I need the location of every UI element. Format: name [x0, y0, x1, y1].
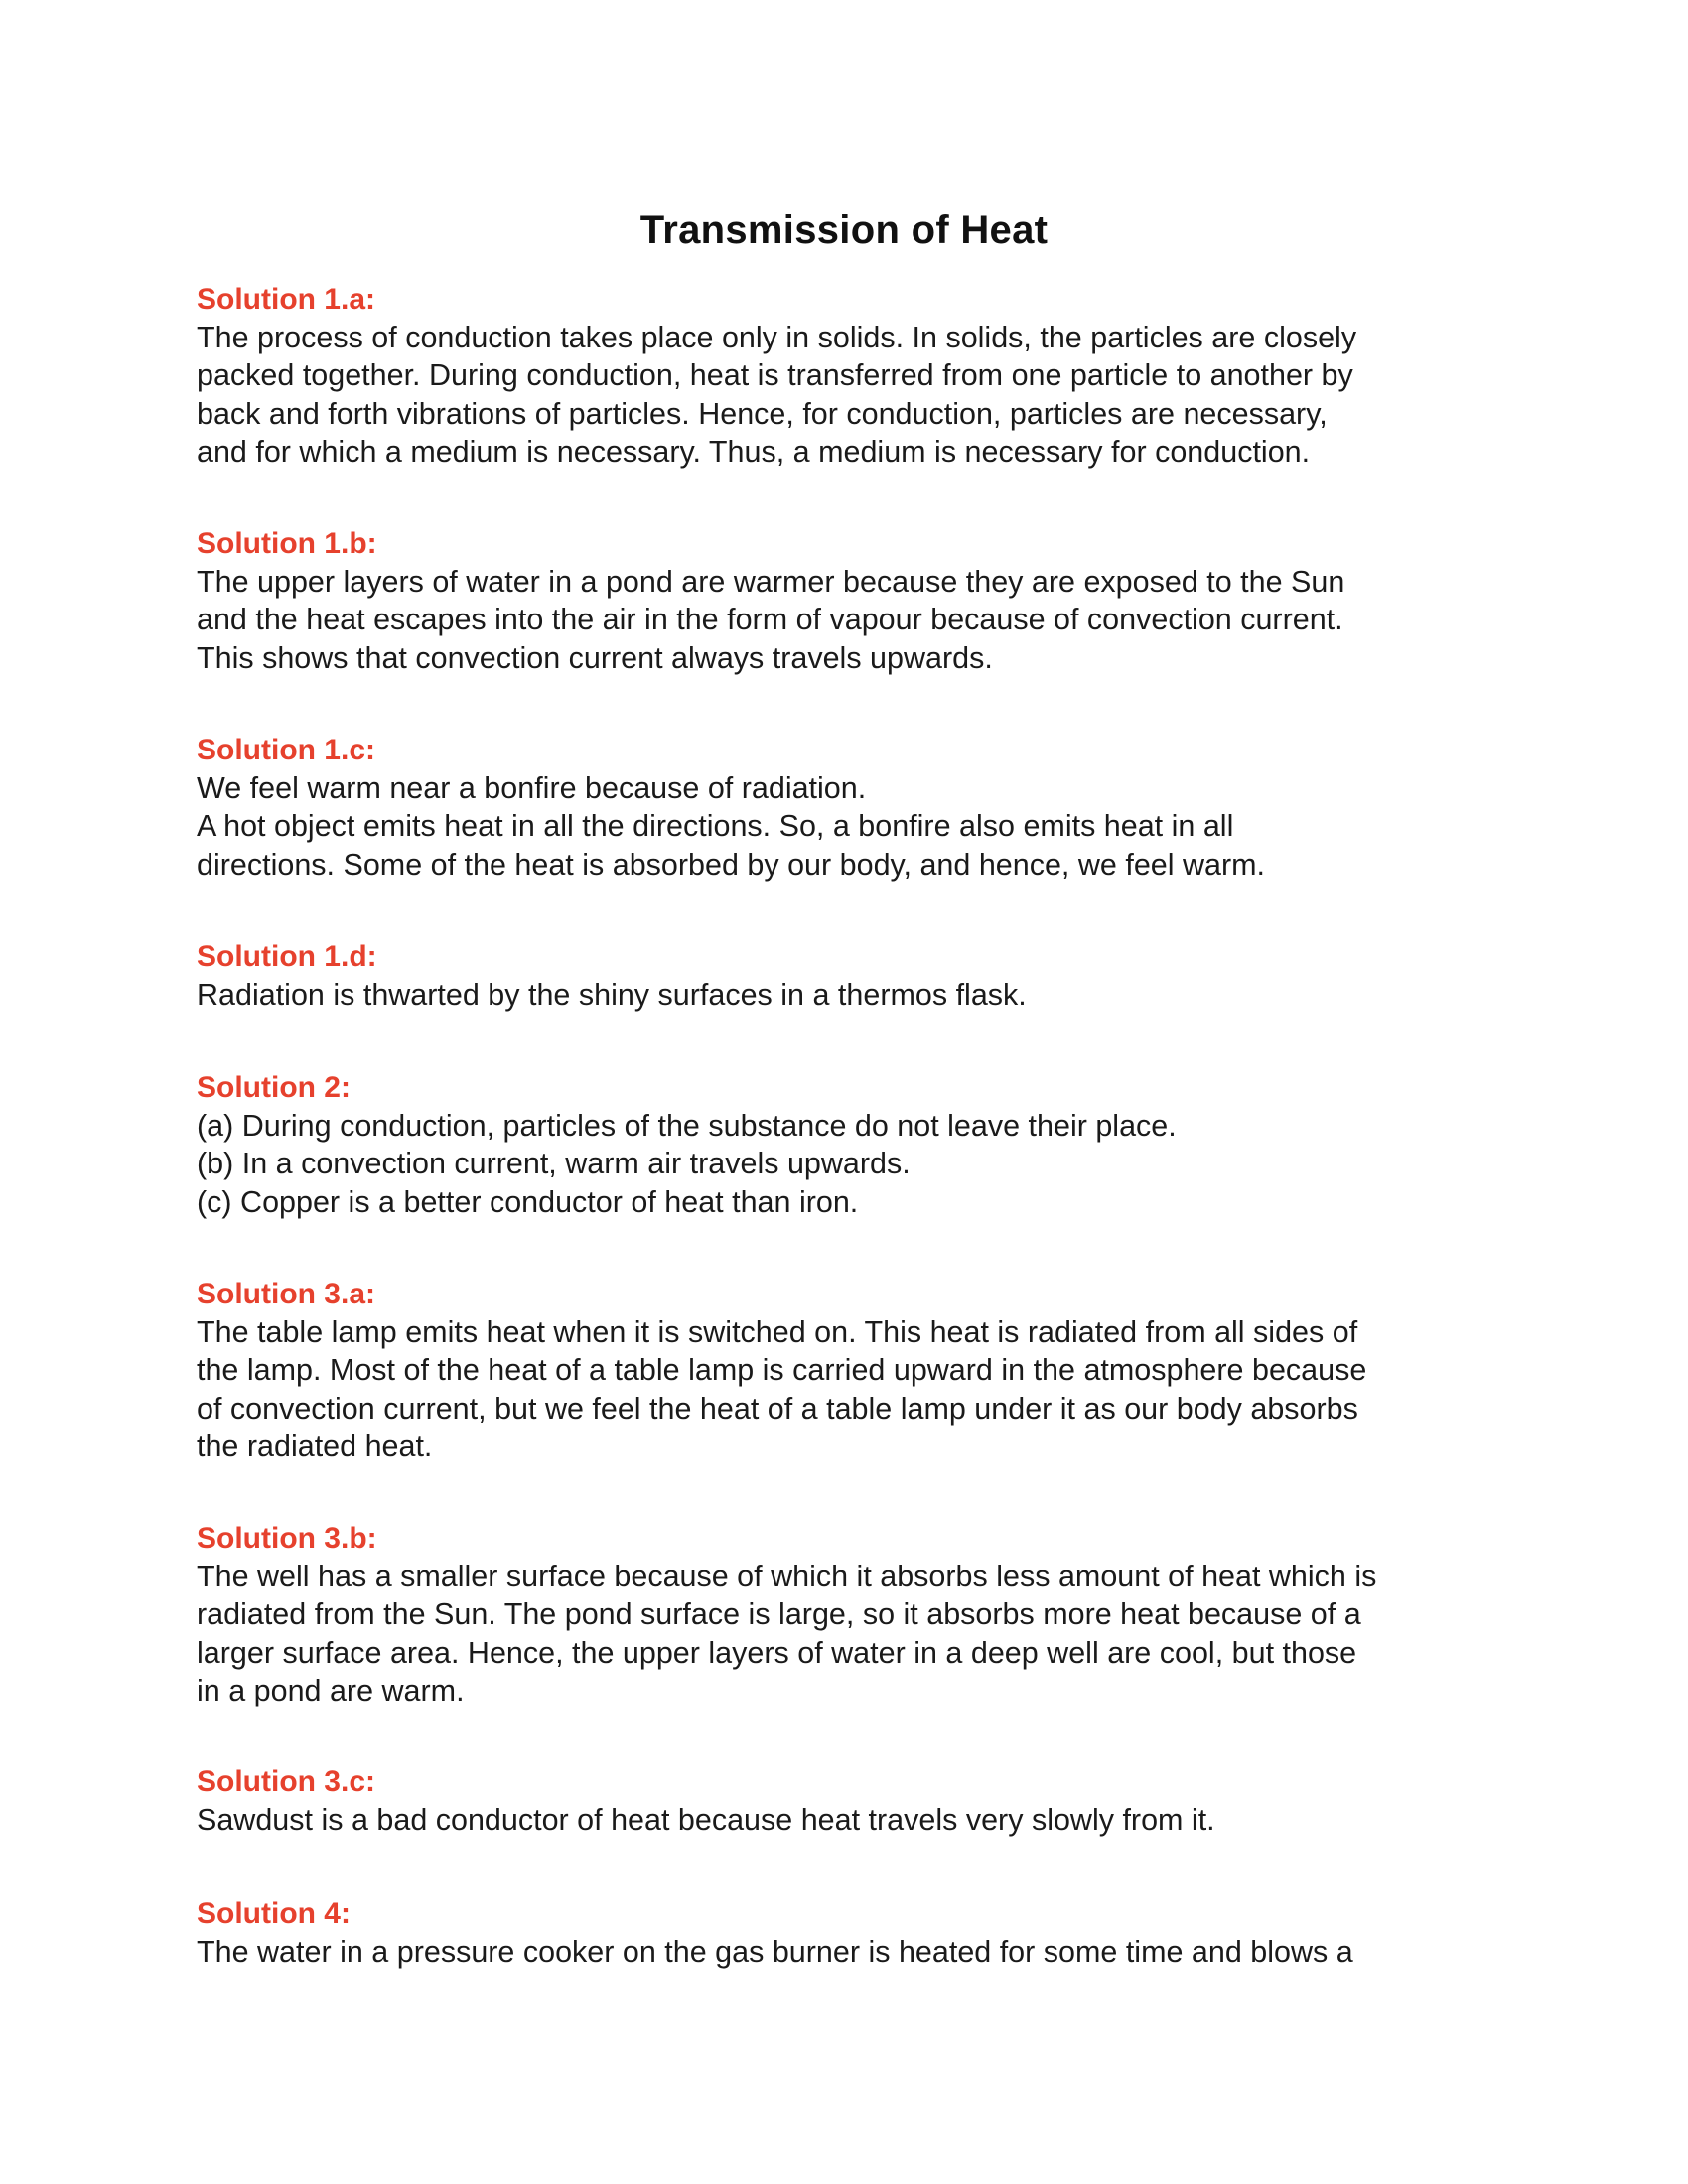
body-line: radiated from the Sun. The pond surface is large, so it absorbs more heat because of a	[197, 1597, 1361, 1632]
solution-3b	[197, 1520, 1507, 1710]
body-line: of convection current, but we feel the heat of a table lamp under it as our body absorbs	[197, 1391, 1358, 1426]
section-heading: Solution 1.b:	[197, 527, 377, 560]
body-line: The well has a smaller surface because of which it absorbs less amount of heat which is	[197, 1560, 1377, 1593]
body-line: packed together. During conduction, heat is transferred from one particle to another by	[197, 358, 1353, 393]
body-line: larger surface area. Hence, the upper layers of water in a deep well are cool, but those	[197, 1635, 1357, 1670]
solution-3c	[197, 1763, 1507, 1839]
solution-1c	[197, 732, 1507, 884]
solution-1d	[197, 938, 1507, 1014]
body-line: directions. Some of the heat is absorbed by our body, and hence, we feel warm.	[197, 847, 1266, 882]
body-line: The process of conduction takes place only in solids. In solids, the particles are closely	[197, 321, 1357, 354]
body-line: (a) During conduction, particles of the substance do not leave their place.	[197, 1109, 1177, 1143]
section-heading: Solution 1.d:	[197, 940, 377, 973]
body-line: We feel warm near a bonfire because of radiation.	[197, 771, 867, 805]
body-line: the radiated heat.	[197, 1430, 433, 1464]
solution-1b	[197, 525, 1507, 677]
body-line: and the heat escapes into the air in the form of vapour because of convection current.	[197, 603, 1343, 637]
body-line: A hot object emits heat in all the directions. So, a bonfire also emits heat in all	[197, 809, 1234, 844]
section-heading: Solution 2:	[197, 1071, 351, 1104]
body-line: This shows that convection current always travels upwards.	[197, 640, 993, 675]
body-line: back and forth vibrations of particles. Hence, for conduction, particles are necessary,	[197, 396, 1328, 431]
body-line: The upper layers of water in a pond are warmer because they are exposed to the Sun	[197, 565, 1345, 599]
body-line: The table lamp emits heat when it is switched on. This heat is radiated from all sides of	[197, 1315, 1358, 1349]
page-title: Transmission of Heat	[639, 208, 1049, 252]
body-line: Sawdust is a bad conductor of heat because heat travels very slowly from it.	[197, 1803, 1215, 1837]
body-line: and for which a medium is necessary. Thus, a medium is necessary for conduction.	[197, 435, 1311, 470]
section-heading: Solution 3.c:	[197, 1765, 375, 1798]
body-line: the lamp. Most of the heat of a table lamp is carried upward in the atmosphere because	[197, 1353, 1367, 1388]
body-line: (b) In a convection current, warm air travels upwards.	[197, 1147, 911, 1181]
section-heading: Solution 1.c:	[197, 734, 375, 766]
section-heading: Solution 3.b:	[197, 1522, 377, 1555]
body-line: in a pond are warm.	[197, 1674, 465, 1708]
body-line: The water in a pressure cooker on the gas burner is heated for some time and blows a	[197, 1935, 1353, 1969]
body-line: Radiation is thwarted by the shiny surfaces in a thermos flask.	[197, 978, 1027, 1012]
solution-3a	[197, 1276, 1507, 1466]
solution-1a	[197, 281, 1507, 472]
body-line: (c) Copper is a better conductor of heat than iron.	[197, 1184, 859, 1219]
section-heading: Solution 4:	[197, 1897, 351, 1930]
section-heading: Solution 1.a:	[197, 283, 375, 316]
section-heading: Solution 3.a:	[197, 1278, 375, 1310]
solution-4	[197, 1895, 1507, 1971]
solution-2	[197, 1069, 1507, 1221]
